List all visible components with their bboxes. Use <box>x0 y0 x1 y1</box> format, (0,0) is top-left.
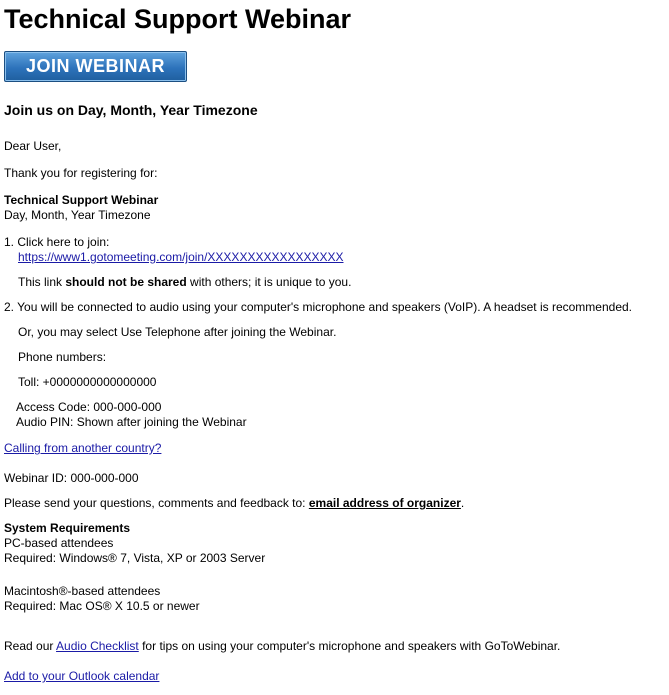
read-pre: Read our <box>4 639 57 653</box>
questions-post: . <box>460 496 465 510</box>
step1-label: 1. Click here to join: <box>4 235 110 249</box>
outlook-calendar-link[interactable]: Add to your Outlook calendar <box>4 669 160 683</box>
pc-attendees-label: PC-based attendees <box>4 536 114 550</box>
link-note-pre: This link <box>18 275 66 289</box>
greeting-text: Dear User, <box>4 139 62 153</box>
link-note-post: with others; it is unique to you. <box>186 275 352 289</box>
join-webinar-button[interactable] <box>4 51 187 82</box>
calling-another-country-link[interactable]: Calling from another country? <box>4 441 162 455</box>
join-url-link[interactable]: https://www1.gotomeeting.com/join/XXXXXXXXXXXXXXXXX <box>18 250 344 264</box>
organizer-email-link[interactable]: email address of organizer <box>308 496 461 510</box>
questions-pre: Please send your questions, comments and feedback to: <box>4 496 309 510</box>
thanks-text: Thank you for registering for: <box>4 166 158 180</box>
audio-checklist-text <box>4 639 560 654</box>
access-code: Access Code: 000-000-000 <box>16 400 162 414</box>
page-title: Technical Support Webinar <box>4 4 352 34</box>
link-note-bold: should not be shared <box>65 275 187 289</box>
webinar-name: Technical Support Webinar <box>4 193 159 207</box>
webinar-id: Webinar ID: 000-000-000 <box>4 471 139 485</box>
audio-checklist-link[interactable]: Audio Checklist <box>56 639 139 653</box>
audio-pin: Audio PIN: Shown after joining the Webinar <box>16 415 247 429</box>
telephone-note: Or, you may select Use Telephone after joining the Webinar. <box>18 325 337 339</box>
system-requirements-heading: System Requirements <box>4 521 131 535</box>
webinar-date: Day, Month, Year Timezone <box>4 208 151 222</box>
mac-attendees-label: Macintosh®-based attendees <box>4 584 161 598</box>
read-post: for tips on using your computer's microphone and speakers with GoToWebinar. <box>138 639 561 653</box>
join-webinar-button-label: JOIN WEBINAR <box>25 56 165 76</box>
join-date-heading: Join us on Day, Month, Year Timezone <box>4 102 258 118</box>
mac-requirements: Required: Mac OS® X 10.5 or newer <box>4 599 200 613</box>
pc-requirements: Required: Windows® 7, Vista, XP or 2003 Server <box>4 551 266 565</box>
questions-text <box>4 496 464 511</box>
toll-number: Toll: +0000000000000000 <box>18 375 157 389</box>
step2-label: 2. You will be connected to audio using your computer's microphone and speakers (VoIP). A headset is recommended. <box>4 300 633 314</box>
link-share-note <box>18 275 351 290</box>
phone-numbers-label: Phone numbers: <box>18 350 107 364</box>
